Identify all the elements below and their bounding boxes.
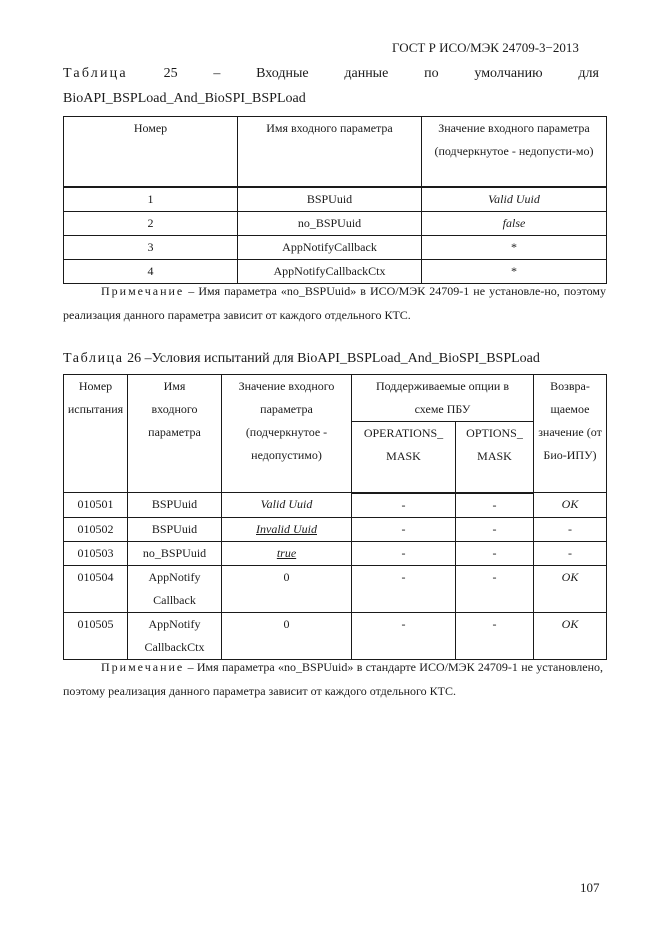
table26-title [63, 351, 540, 367]
table-row [64, 493, 607, 518]
table26-title-text: 26 –Условия испытаний для BioAPI_BSPLoad_And_BioSPI_BSPLoad [123, 351, 540, 366]
table26-cell: 0 [222, 565, 352, 612]
table26-cell: AppNotify CallbackCtx [128, 612, 222, 659]
table26-cell: - [456, 493, 534, 518]
table26-cell: AppNotify Callback [128, 565, 222, 612]
standard-header: ГОСТ Р ИСО/МЭК 24709-3−2013 [392, 40, 579, 55]
table25-header-value: Значение входного параметра (подчеркнутое - недопусти-мо) [422, 117, 607, 187]
table25 [63, 116, 607, 284]
table26-header-options: Поддерживаемые опции в схеме ПБУ [352, 375, 534, 422]
table-row [64, 211, 607, 235]
table26-cell: 010503 [64, 541, 128, 565]
table26-cell [222, 517, 352, 541]
table26-cell: OK [534, 493, 607, 518]
table26-cell: 0 [222, 612, 352, 659]
table-row [64, 541, 607, 565]
table-row [64, 187, 607, 212]
table26-cell: 010504 [64, 565, 128, 612]
table26-cell: - [456, 612, 534, 659]
table26-header-row [64, 375, 607, 422]
table26-cell: 010501 [64, 493, 128, 518]
invalid-value: true [276, 545, 297, 560]
table25-cell: * [422, 259, 607, 283]
table-row [64, 517, 607, 541]
table26 [63, 374, 607, 660]
table26-cell: - [352, 493, 456, 518]
table25-title-line2: BioAPI_BSPLoad_And_BioSPI_BSPLoad [63, 91, 306, 106]
table25-cell: no_BSPUuid [238, 211, 422, 235]
table26-cell: - [352, 541, 456, 565]
table25-cell: BSPUuid [238, 187, 422, 212]
table-row [64, 235, 607, 259]
table26-title-label: Таблица [63, 351, 124, 366]
table25-title-word: умолчанию [474, 66, 543, 81]
table26-cell: no_BSPUuid [128, 541, 222, 565]
table26-cell: - [456, 541, 534, 565]
table26-header-value: Значение входного параметра (подчеркнутое - недопустимо) [222, 375, 352, 493]
table26-cell: Valid Uuid [222, 493, 352, 518]
table26-header-return: Возвра-щаемое значение (от Био-ИПУ) [534, 375, 607, 493]
table26-header-options-mask: OPTIONS_ MASK [456, 422, 534, 493]
table26-cell: 010505 [64, 612, 128, 659]
table25-cell: false [422, 211, 607, 235]
table26-cell: - [352, 565, 456, 612]
table25-header-name: Имя входного параметра [238, 117, 422, 187]
table-row [64, 612, 607, 659]
table25-title-word: – [213, 66, 221, 81]
table25-title-word: Таблица [63, 66, 128, 81]
table26-note [63, 655, 603, 703]
table25-title-word: по [424, 66, 439, 81]
page-number: 107 [580, 880, 600, 895]
table-row [64, 565, 607, 612]
table26-cell: - [456, 517, 534, 541]
table26-cell: - [534, 517, 607, 541]
table25-header-row [64, 117, 607, 187]
table25-cell: 4 [64, 259, 238, 283]
table25-cell: AppNotifyCallbackCtx [238, 259, 422, 283]
table25-note [63, 279, 606, 327]
table26-cell: 010502 [64, 517, 128, 541]
invalid-value: Invalid Uuid [256, 521, 317, 536]
table25-title [63, 64, 599, 84]
table26-header-name: Имя входного параметра [128, 375, 222, 493]
table25-cell: 2 [64, 211, 238, 235]
table25-cell: * [422, 235, 607, 259]
table25-cell: AppNotifyCallback [238, 235, 422, 259]
table26-cell [222, 541, 352, 565]
note-label: Примечание [101, 660, 185, 674]
table25-cell: 3 [64, 235, 238, 259]
table26-cell: - [456, 565, 534, 612]
table26-header-operations-mask: OPERATIONS_ MASK [352, 422, 456, 493]
table26-cell: - [352, 517, 456, 541]
note-text: – Имя параметра «no_BSPUuid» в ИСО/МЭК 24709-1 не установле-но, поэтому реализация данного параметра зависит от каждого отдельного КТС. [63, 284, 606, 322]
note-text: – Имя параметра «no_BSPUuid» в стандарте ИСО/МЭК 24709-1 не установлено, поэтому реализация данного параметра зависит от каждого отдельного КТС. [63, 660, 603, 698]
table25-header-num: Номер [64, 117, 238, 187]
table25-title-word: Входные [256, 66, 309, 81]
table25-title-word: данные [344, 66, 389, 81]
table26-cell: - [352, 612, 456, 659]
table25-cell: Valid Uuid [422, 187, 607, 212]
table25-title-word: 25 [163, 66, 178, 81]
table26-header-num: Номер испытания [64, 375, 128, 493]
table26-cell: - [534, 541, 607, 565]
note-label: Примечание [101, 284, 185, 298]
table26-cell: BSPUuid [128, 517, 222, 541]
table25-title-word: для [578, 66, 599, 81]
table26-cell: OK [534, 565, 607, 612]
table25-cell: 1 [64, 187, 238, 212]
table26-cell: BSPUuid [128, 493, 222, 518]
table26-cell: OK [534, 612, 607, 659]
